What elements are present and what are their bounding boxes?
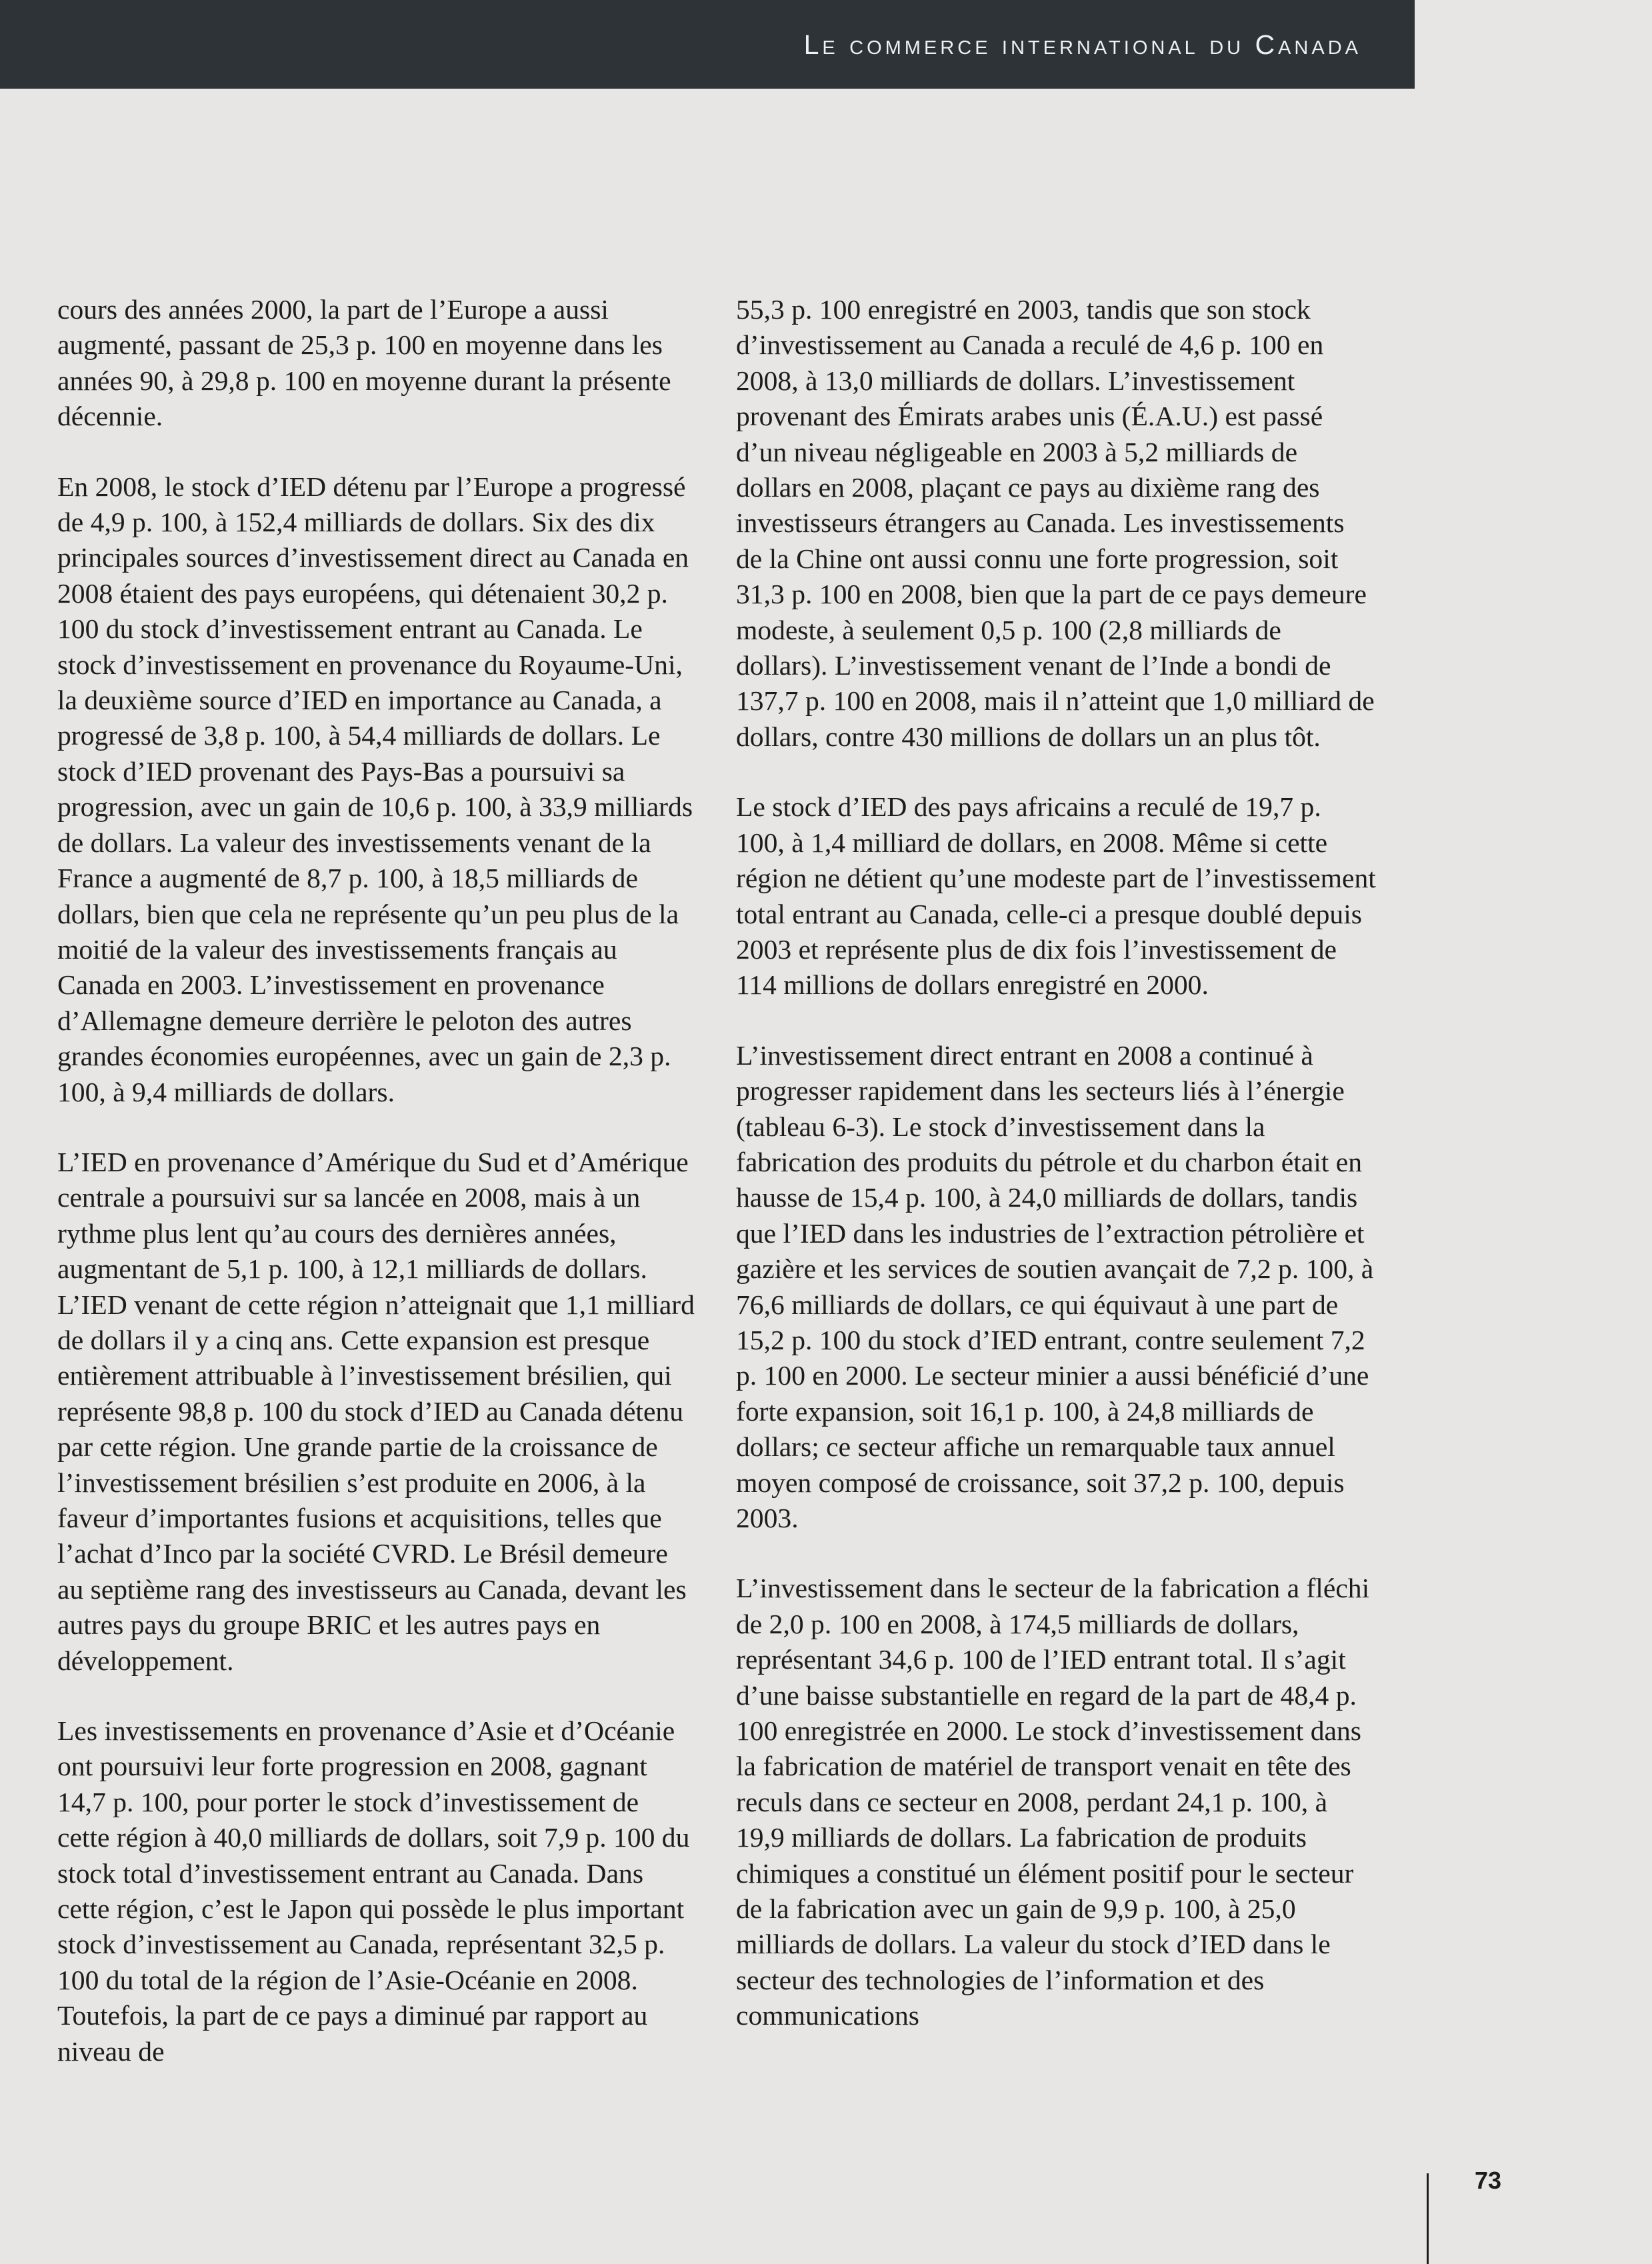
- page-number: 73: [1475, 2167, 1502, 2194]
- running-header-band: [0, 0, 1415, 89]
- body-paragraph: cours des années 2000, la part de l’Europe a aussi augmenté, passant de 25,3 p. 100 en moyenne dans les années 90, à 29,8 p. 100 en moyenne durant la présente décennie.: [57, 294, 671, 432]
- body-paragraph: En 2008, le stock d’IED détenu par l’Europe a progressé de 4,9 p. 100, à 152,4 milliards de dollars. Six des dix principales sources d’investissement direct au Canada en 2008 étaient des pays européens, qui détenaient 30,2 p. 100 du stock d’investissement entrant au Canada. Le stock d’investissement en provenance du Royaume-Uni, la deuxième source d’IED en importance au Canada, a progressé de 3,8 p. 100, à 54,4 milliards de dollars. Le stock d’IED provenant des Pays-Bas a poursuivi sa progression, avec un gain de 10,6 p. 100, à 33,9 milliards de dollars. La valeur des investissements venant de la France a augmenté de 8,7 p. 100, à 18,5 milliards de dollars, bien que cela ne représente qu’un peu plus de la moitié de la valeur des investissements français au Canada en 2003. L’investissement en provenance d’Allemagne demeure derrière le peloton des autres grandes économies européennes, avec un gain de 2,3 p. 100, à 9,4 milliards de dollars.: [57, 471, 693, 1107]
- body-paragraph: L’investissement direct entrant en 2008 a continué à progresser rapidement dans les secteurs liés à l’énergie (tableau 6-3). Le stock d’investissement dans la fabrication des produits du pétrole et du charbon était en hausse de 15,4 p. 100, à 24,0 milliards de dollars, tandis que l’IED dans les industries de l’extraction pétrolière et gazière et les services de soutien avançait de 7,2 p. 100, à 76,6 milliards de dollars, ce qui équivaut à une part de 15,2 p. 100 du stock d’IED entrant, contre seulement 7,2 p. 100 en 2000. Le secteur minier a aussi bénéficié d’une forte expansion, soit 16,1 p. 100, à 24,8 milliards de dollars; ce secteur affiche un remarquable taux annuel moyen composé de croissance, soit 37,2 p. 100, depuis 2003.: [736, 1039, 1374, 1533]
- body-paragraph: Les investissements en provenance d’Asie et d’Océanie ont poursuivi leur forte progression en 2008, gagnant 14,7 p. 100, pour porter le stock d’investissement de cette région à 40,0 milliards de dollars, soit 7,9 p. 100 du stock total d’investissement entrant au Canada. Dans cette région, c’est le Japon qui possède le plus important stock d’investissement au Canada, représentant 32,5 p. 100 du total de la région de l’Asie-Océanie en 2008. Toutefois, la part de ce pays a diminué par rapport au niveau de: [57, 1715, 690, 2067]
- body-paragraph: L’investissement dans le secteur de la fabrication a fléchi de 2,0 p. 100 en 2008, à 174,5 milliards de dollars, représentant 34,6 p. 100 de l’IED entrant total. Il s’agit d’une baisse substantielle en regard de la part de 48,4 p. 100 enregistrée en 2000. Le stock d’investissement dans la fabrication de matériel de transport venait en tête des reculs dans ce secteur en 2008, perdant 24,1 p. 100, à 19,9 milliards de dollars. La fabrication de produits chimiques a constitué un élément positif pour le secteur de la fabrication avec un gain de 9,9 p. 100, à 25,0 milliards de dollars. La valeur du stock d’IED dans le secteur des technologies de l’information et des communications: [736, 1573, 1370, 2031]
- body-paragraph: Le stock d’IED des pays africains a reculé de 19,7 p. 100, à 1,4 milliard de dollars, en 2008. Même si cette région ne détient qu’une modeste part de l’investissement total entrant au Canada, celle-ci a presque doublé depuis 2003 et représente plus de dix fois l’investissement de 114 millions de dollars enregistré en 2000.: [736, 791, 1376, 1001]
- footer-vertical-rule: [1427, 2173, 1429, 2264]
- left-text-column: [57, 292, 696, 2104]
- running-header-title: Le commerce international du Canada: [803, 29, 1361, 60]
- body-paragraph: 55,3 p. 100 enregistré en 2003, tandis que son stock d’investissement au Canada a reculé de 4,6 p. 100 en 2008, à 13,0 milliards de dollars. L’investissement provenant des Émirats arabes unis (É.A.U.) est passé d’un niveau négligeable en 2003 à 5,2 milliards de dollars en 2008, plaçant ce pays au dixième rang des investisseurs étrangers au Canada. Les investissements de la Chine ont aussi connu une forte progression, soit 31,3 p. 100 en 2008, bien que la part de ce pays demeure modeste, à seulement 0,5 p. 100 (2,8 milliards de dollars). L’investissement venant de l’Inde a bondi de 137,7 p. 100 en 2008, mais il n’atteint que 1,0 milliard de dollars, contre 430 millions de dollars un an plus tôt.: [736, 294, 1375, 752]
- body-paragraph: L’IED en provenance d’Amérique du Sud et d’Amérique centrale a poursuivi sur sa lancée en 2008, mais à un rythme plus lent qu’au cours des dernières années, augmentant de 5,1 p. 100, à 12,1 milliards de dollars. L’IED venant de cette région n’atteignait que 1,1 milliard de dollars il y a cinq ans. Cette expansion est presque entièrement attribuable à l’investissement brésilien, qui représente 98,8 p. 100 du stock d’IED au Canada détenu par cette région. Une grande partie de la croissance de l’investissement brésilien s’est produite en 2006, à la faveur d’importantes fusions et acquisitions, telles que l’achat d’Inco par la société CVRD. Le Brésil demeure au septième rang des investisseurs au Canada, devant les autres pays du groupe BRIC et les autres pays en développement.: [57, 1146, 695, 1676]
- right-text-column: [736, 292, 1376, 2069]
